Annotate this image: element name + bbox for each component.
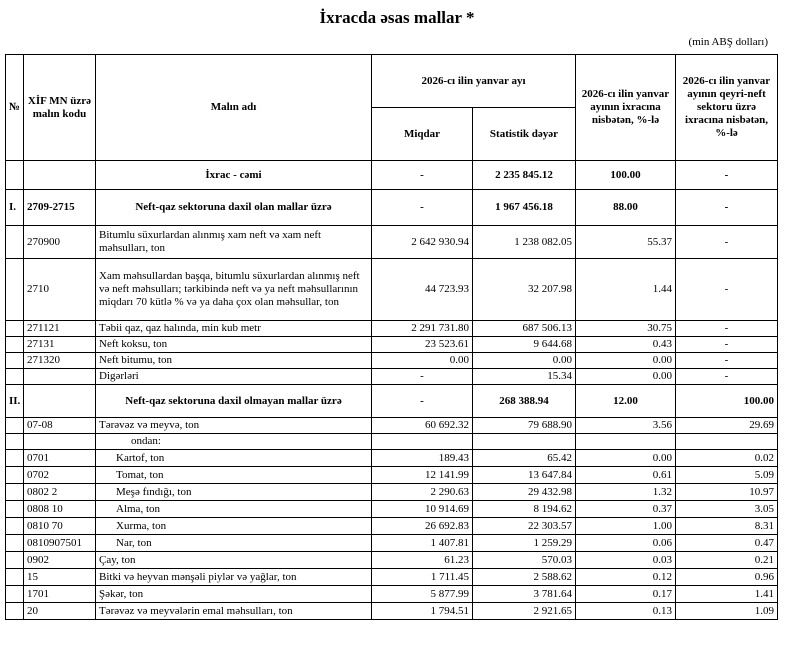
- row-no: II.: [6, 385, 24, 418]
- table-row: [6, 552, 778, 569]
- row-qty: 26 692.83: [372, 518, 473, 535]
- row-qty: 0.00: [372, 353, 473, 369]
- row-code: 0810 70: [24, 518, 96, 535]
- row-share2: 0.21: [676, 552, 778, 569]
- table-row: [6, 450, 778, 467]
- row-code: 07-08: [24, 418, 96, 434]
- row-value: 79 688.90: [473, 418, 576, 434]
- header-name: Malın adı: [96, 55, 372, 161]
- row-share: 12.00: [576, 385, 676, 418]
- row-no: [6, 226, 24, 259]
- row-share2: 10.97: [676, 484, 778, 501]
- row-share: 100.00: [576, 161, 676, 190]
- row-share: 1.32: [576, 484, 676, 501]
- row-code: 271121: [24, 321, 96, 337]
- row-value: 32 207.98: [473, 259, 576, 321]
- row-share2: 29.69: [676, 418, 778, 434]
- row-qty: 10 914.69: [372, 501, 473, 518]
- row-value: 268 388.94: [473, 385, 576, 418]
- row-code: 0810907501: [24, 535, 96, 552]
- table-row: [6, 569, 778, 586]
- row-no: [6, 369, 24, 385]
- row-no: [6, 434, 24, 450]
- row-share: 0.12: [576, 569, 676, 586]
- row-qty: 1 711.45: [372, 569, 473, 586]
- row-qty: 5 877.99: [372, 586, 473, 603]
- row-qty: -: [372, 161, 473, 190]
- row-no: [6, 603, 24, 620]
- row-name: ondan:: [96, 434, 372, 450]
- row-name: Neft koksu, ton: [96, 337, 372, 353]
- header-stat-value: Statistik dəyər: [473, 108, 576, 161]
- row-share2: -: [676, 321, 778, 337]
- row-name: Digərləri: [96, 369, 372, 385]
- row-share2: -: [676, 226, 778, 259]
- row-code: 1701: [24, 586, 96, 603]
- row-name: Neft bitumu, ton: [96, 353, 372, 369]
- table-row: [6, 337, 778, 353]
- row-share: 1.44: [576, 259, 676, 321]
- row-qty: [372, 434, 473, 450]
- row-share2: 1.41: [676, 586, 778, 603]
- row-code: [24, 369, 96, 385]
- header-quantity: Miqdar: [372, 108, 473, 161]
- table-row: [6, 321, 778, 337]
- row-name: Xam məhsullardan başqa, bitumlu süxurlardan alınmış neft və neft məhsulları; tərkibində neft və ya neft məhsullarının miqdarı 70 kütlə % və ya daha çox olan məhsullar, ton: [96, 259, 372, 321]
- row-share: 0.03: [576, 552, 676, 569]
- row-value: 15.34: [473, 369, 576, 385]
- row-value: 29 432.98: [473, 484, 576, 501]
- export-table: [5, 54, 778, 620]
- unit-note: (min ABŞ dolları): [688, 36, 768, 48]
- row-share2: -: [676, 337, 778, 353]
- row-no: [6, 467, 24, 484]
- row-name: Tərəvəz və meyvələrin emal məhsulları, ton: [96, 603, 372, 620]
- table-row: [6, 586, 778, 603]
- row-share2: [676, 434, 778, 450]
- row-qty: -: [372, 385, 473, 418]
- row-share: 30.75: [576, 321, 676, 337]
- row-name: Bitumlu süxurlardan alınmış xam neft və xam neft məhsulları, ton: [96, 226, 372, 259]
- row-code: 0702: [24, 467, 96, 484]
- row-code: 0902: [24, 552, 96, 569]
- row-value: 3 781.64: [473, 586, 576, 603]
- row-code: 2710: [24, 259, 96, 321]
- row-code: 270900: [24, 226, 96, 259]
- row-share2: -: [676, 353, 778, 369]
- table-row: [6, 369, 778, 385]
- row-qty: -: [372, 190, 473, 226]
- row-share: 0.17: [576, 586, 676, 603]
- table-row: [6, 418, 778, 434]
- row-code: [24, 385, 96, 418]
- row-value: 2 235 845.12: [473, 161, 576, 190]
- row-qty: 189.43: [372, 450, 473, 467]
- row-share2: 100.00: [676, 385, 778, 418]
- row-no: [6, 321, 24, 337]
- row-share: 0.13: [576, 603, 676, 620]
- row-share: 0.43: [576, 337, 676, 353]
- row-name: Bitki və heyvan mənşəli piylər və yağlar, ton: [96, 569, 372, 586]
- row-name: Neft-qaz sektoruna daxil olan mallar üzrə: [96, 190, 372, 226]
- header-period: 2026-cı ilin yanvar ayı: [372, 55, 576, 108]
- row-name: Nar, ton: [96, 535, 372, 552]
- row-qty: 2 642 930.94: [372, 226, 473, 259]
- row-qty: 1 794.51: [372, 603, 473, 620]
- row-value: 9 644.68: [473, 337, 576, 353]
- row-value: 2 588.62: [473, 569, 576, 586]
- row-share2: 8.31: [676, 518, 778, 535]
- row-no: I.: [6, 190, 24, 226]
- row-no: [6, 450, 24, 467]
- row-no: [6, 161, 24, 190]
- row-value: 65.42: [473, 450, 576, 467]
- table-row: [6, 259, 778, 321]
- row-qty: 2 291 731.80: [372, 321, 473, 337]
- table-row: [6, 535, 778, 552]
- table-row: [6, 190, 778, 226]
- row-share2: -: [676, 259, 778, 321]
- row-value: 0.00: [473, 353, 576, 369]
- row-share: 0.37: [576, 501, 676, 518]
- table-row: [6, 434, 778, 450]
- row-qty: 60 692.32: [372, 418, 473, 434]
- row-share: 0.61: [576, 467, 676, 484]
- row-name: Çay, ton: [96, 552, 372, 569]
- row-share2: -: [676, 161, 778, 190]
- table-row: [6, 518, 778, 535]
- row-qty: 44 723.93: [372, 259, 473, 321]
- row-share: 0.06: [576, 535, 676, 552]
- row-no: [6, 337, 24, 353]
- header-share-total: 2026-cı ilin yanvar ayının ixracına nisbətən, %-lə: [576, 55, 676, 161]
- row-share: 55.37: [576, 226, 676, 259]
- header-no: №: [6, 55, 24, 161]
- table-row: [6, 226, 778, 259]
- row-code: 0808 10: [24, 501, 96, 518]
- row-code: [24, 161, 96, 190]
- row-value: 2 921.65: [473, 603, 576, 620]
- row-name: Xurma, ton: [96, 518, 372, 535]
- page-title: İxracda əsas mallar *: [319, 8, 475, 27]
- table-row: [6, 385, 778, 418]
- row-value: 22 303.57: [473, 518, 576, 535]
- row-no: [6, 569, 24, 586]
- row-name: Meşə fındığı, ton: [96, 484, 372, 501]
- row-value: [473, 434, 576, 450]
- row-qty: 23 523.61: [372, 337, 473, 353]
- row-no: [6, 418, 24, 434]
- row-value: 1 238 082.05: [473, 226, 576, 259]
- row-name: Tərəvəz və meyvə, ton: [96, 418, 372, 434]
- row-qty: 2 290.63: [372, 484, 473, 501]
- row-no: [6, 586, 24, 603]
- row-value: 570.03: [473, 552, 576, 569]
- row-name: Şəkər, ton: [96, 586, 372, 603]
- row-value: 8 194.62: [473, 501, 576, 518]
- row-value: 687 506.13: [473, 321, 576, 337]
- row-share2: -: [676, 190, 778, 226]
- row-code: 27131: [24, 337, 96, 353]
- row-value: 1 967 456.18: [473, 190, 576, 226]
- row-name: İxrac - cəmi: [96, 161, 372, 190]
- row-share: [576, 434, 676, 450]
- row-code: 2709-2715: [24, 190, 96, 226]
- row-share: 0.00: [576, 450, 676, 467]
- row-code: 271320: [24, 353, 96, 369]
- row-share2: -: [676, 369, 778, 385]
- row-name: Tomat, ton: [96, 467, 372, 484]
- row-share: 0.00: [576, 369, 676, 385]
- row-qty: 12 141.99: [372, 467, 473, 484]
- table-row: [6, 501, 778, 518]
- row-share: 3.56: [576, 418, 676, 434]
- header-share-nonoil: 2026-cı ilin yanvar ayının qeyri-neft sektoru üzrə ixracına nisbətən, %-lə: [676, 55, 778, 161]
- row-share2: 0.96: [676, 569, 778, 586]
- row-code: [24, 434, 96, 450]
- row-no: [6, 552, 24, 569]
- row-share2: 0.02: [676, 450, 778, 467]
- row-no: [6, 518, 24, 535]
- row-qty: 61.23: [372, 552, 473, 569]
- row-no: [6, 484, 24, 501]
- row-value: 13 647.84: [473, 467, 576, 484]
- table-row: [6, 161, 778, 190]
- row-code: 0701: [24, 450, 96, 467]
- row-no: [6, 501, 24, 518]
- row-share2: 1.09: [676, 603, 778, 620]
- table-row: [6, 467, 778, 484]
- row-code: 20: [24, 603, 96, 620]
- row-name: Təbii qaz, qaz halında, min kub metr: [96, 321, 372, 337]
- row-share2: 5.09: [676, 467, 778, 484]
- row-name: Alma, ton: [96, 501, 372, 518]
- table-row: [6, 484, 778, 501]
- row-name: Kartof, ton: [96, 450, 372, 467]
- row-qty: -: [372, 369, 473, 385]
- row-no: [6, 535, 24, 552]
- row-share: 1.00: [576, 518, 676, 535]
- table-row: [6, 603, 778, 620]
- row-no: [6, 259, 24, 321]
- row-value: 1 259.29: [473, 535, 576, 552]
- row-share2: 0.47: [676, 535, 778, 552]
- row-name: Neft-qaz sektoruna daxil olmayan mallar üzrə: [96, 385, 372, 418]
- row-code: 0802 2: [24, 484, 96, 501]
- row-no: [6, 353, 24, 369]
- row-share: 88.00: [576, 190, 676, 226]
- row-share2: 3.05: [676, 501, 778, 518]
- row-share: 0.00: [576, 353, 676, 369]
- table-row: [6, 353, 778, 369]
- row-code: 15: [24, 569, 96, 586]
- row-qty: 1 407.81: [372, 535, 473, 552]
- header-code: XİF MN üzrə malın kodu: [24, 55, 96, 161]
